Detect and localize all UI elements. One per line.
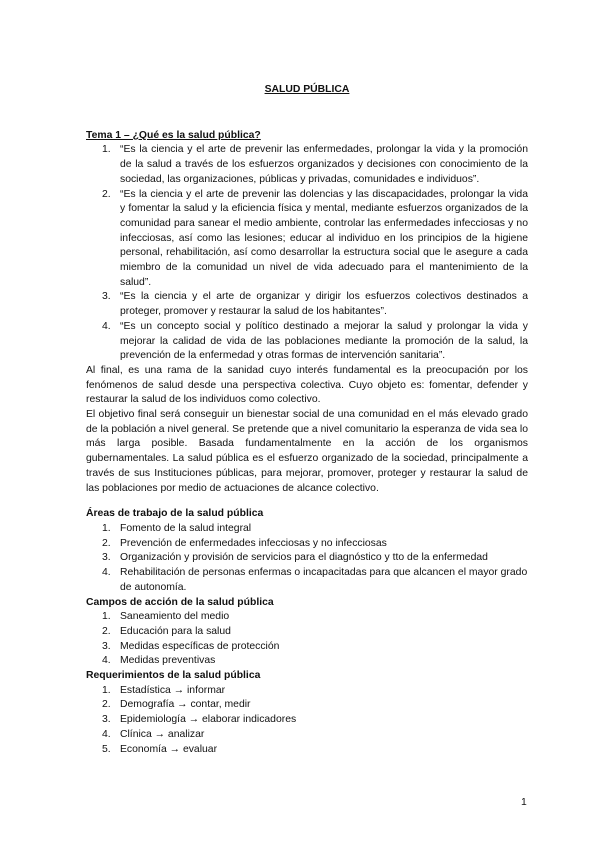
list-text: Clínica → analizar bbox=[120, 728, 205, 740]
list-item bbox=[86, 537, 528, 552]
list-number: 4. bbox=[102, 320, 111, 332]
document-body bbox=[86, 83, 528, 757]
list-item bbox=[86, 654, 528, 669]
campos-list bbox=[86, 610, 528, 669]
paragraph-objetivo: El objetivo final será conseguir un bienestar social de una comunidad en el más elevado grado de la población a nivel general. Se pretende que a nivel comunitario la esperanza de vida sea lo más larga posible. Basada fundamentalmente en la acción de los organismos gubernamentales. La salud pública es el esfuerzo organizado de la sociedad, principalmente a través de sus Instituciones públicas, para mejorar, promover, proteger y restaurar la salud de las poblaciones por medio de actuaciones de alcance colectivo. bbox=[86, 409, 528, 494]
list-item bbox=[86, 551, 528, 566]
list-item bbox=[86, 625, 528, 640]
list-item bbox=[86, 522, 528, 537]
list-number: 1. bbox=[102, 144, 111, 156]
list-number: 2. bbox=[102, 188, 111, 200]
list-number: 1. bbox=[102, 522, 111, 534]
list-item bbox=[86, 713, 528, 728]
list-number: 3. bbox=[102, 640, 111, 652]
list-item bbox=[86, 610, 528, 625]
list-number: 2. bbox=[102, 699, 111, 711]
list-text: Medidas específicas de protección bbox=[120, 640, 280, 652]
list-number: 1. bbox=[102, 684, 111, 696]
list-text: Educación para la salud bbox=[120, 625, 231, 637]
list-text: Estadística → informar bbox=[120, 684, 226, 696]
list-item bbox=[86, 728, 528, 743]
list-text: Saneamiento del medio bbox=[120, 611, 230, 623]
requerimientos-list bbox=[86, 684, 528, 758]
campos-heading: Campos de acción de la salud pública bbox=[86, 596, 274, 608]
list-number: 4. bbox=[102, 567, 111, 579]
list-text: Rehabilitación de personas enfermas o incapacitadas para que alcancen el mayor grado de autonomía. bbox=[120, 567, 528, 593]
list-item bbox=[86, 684, 528, 699]
definitions-list bbox=[86, 143, 528, 364]
list-text: Medidas preventivas bbox=[120, 655, 216, 667]
list-text: Fomento de la salud integral bbox=[120, 522, 252, 534]
list-text: Economía → evaluar bbox=[120, 743, 218, 755]
list-text: Epidemiología → elaborar indicadores bbox=[120, 714, 297, 726]
list-item bbox=[86, 743, 528, 758]
list-item bbox=[86, 640, 528, 655]
requerimientos-heading: Requerimientos de la salud pública bbox=[86, 670, 261, 682]
page-number: 1 bbox=[521, 797, 527, 808]
document-title: SALUD PÚBLICA bbox=[264, 84, 350, 95]
list-text: Prevención de enfermedades infecciosas y no infecciosas bbox=[120, 537, 387, 549]
list-text: “Es la ciencia y el arte de organizar y dirigir los esfuerzos colectivos destinados a proteger, promover y restaurar la salud de los habitantes”. bbox=[120, 291, 528, 318]
areas-list bbox=[86, 522, 528, 596]
list-item bbox=[86, 698, 528, 713]
list-number: 3. bbox=[102, 714, 111, 726]
list-number: 4. bbox=[102, 728, 111, 740]
list-item bbox=[86, 188, 528, 291]
list-text: Organización y provisión de servicios para el diagnóstico y tto de la enfermedad bbox=[120, 552, 488, 564]
list-number: 4. bbox=[102, 655, 111, 667]
list-text: Demografía → contar, medir bbox=[120, 699, 251, 711]
tema1-heading: Tema 1 – ¿Qué es la salud pública? bbox=[86, 129, 261, 141]
list-number: 3. bbox=[102, 552, 111, 564]
list-number: 5. bbox=[102, 743, 111, 755]
list-number: 2. bbox=[102, 537, 111, 549]
paragraph-rama: Al final, es una rama de la sanidad cuyo interés fundamental es la preocupación por los fenómenos de salud desde una perspectiva colectiva. Cuyo objeto es: fomentar, defender y restaurar la salud de los individuos como colectivo. bbox=[86, 364, 528, 406]
list-number: 2. bbox=[102, 625, 111, 637]
list-text: “Es un concepto social y político destinado a mejorar la salud y prolongar la vida y mejorar la calidad de vida de las poblaciones mediante la promoción de la salud, la prevención de la enfermedad y otras formas de intervención sanitaria”. bbox=[120, 320, 528, 362]
list-item bbox=[86, 566, 528, 595]
list-item bbox=[86, 290, 528, 319]
list-text: “Es la ciencia y el arte de prevenir las dolencias y las discapacidades, prolongar la vida y fomentar la salud y la eficiencia física y mental, mediante esfuerzos organizados de la comunidad para sanear el medio ambiente, controlar las enfermedades infecciosas y no infecciosas, así como las lesiones; educar al individuo en los principios de la higiene personal, rehabilitación, así como desarrollar la estructura social que le asegure a cada miembro de la comunidad un nivel de vida adecuado para el mantenimiento de la salud”. bbox=[120, 188, 528, 288]
list-item bbox=[86, 143, 528, 187]
list-number: 1. bbox=[102, 611, 111, 623]
list-item bbox=[86, 320, 528, 364]
list-number: 3. bbox=[102, 291, 111, 303]
list-text: “Es la ciencia y el arte de prevenir las enfermedades, prolongar la vida y la promoción de la salud a través de los esfuerzos organizados y decisiones con conocimiento de la sociedad, las organizaciones, públicas y privadas, comunidades e individuos”. bbox=[120, 144, 528, 185]
areas-heading: Áreas de trabajo de la salud pública bbox=[86, 508, 264, 520]
